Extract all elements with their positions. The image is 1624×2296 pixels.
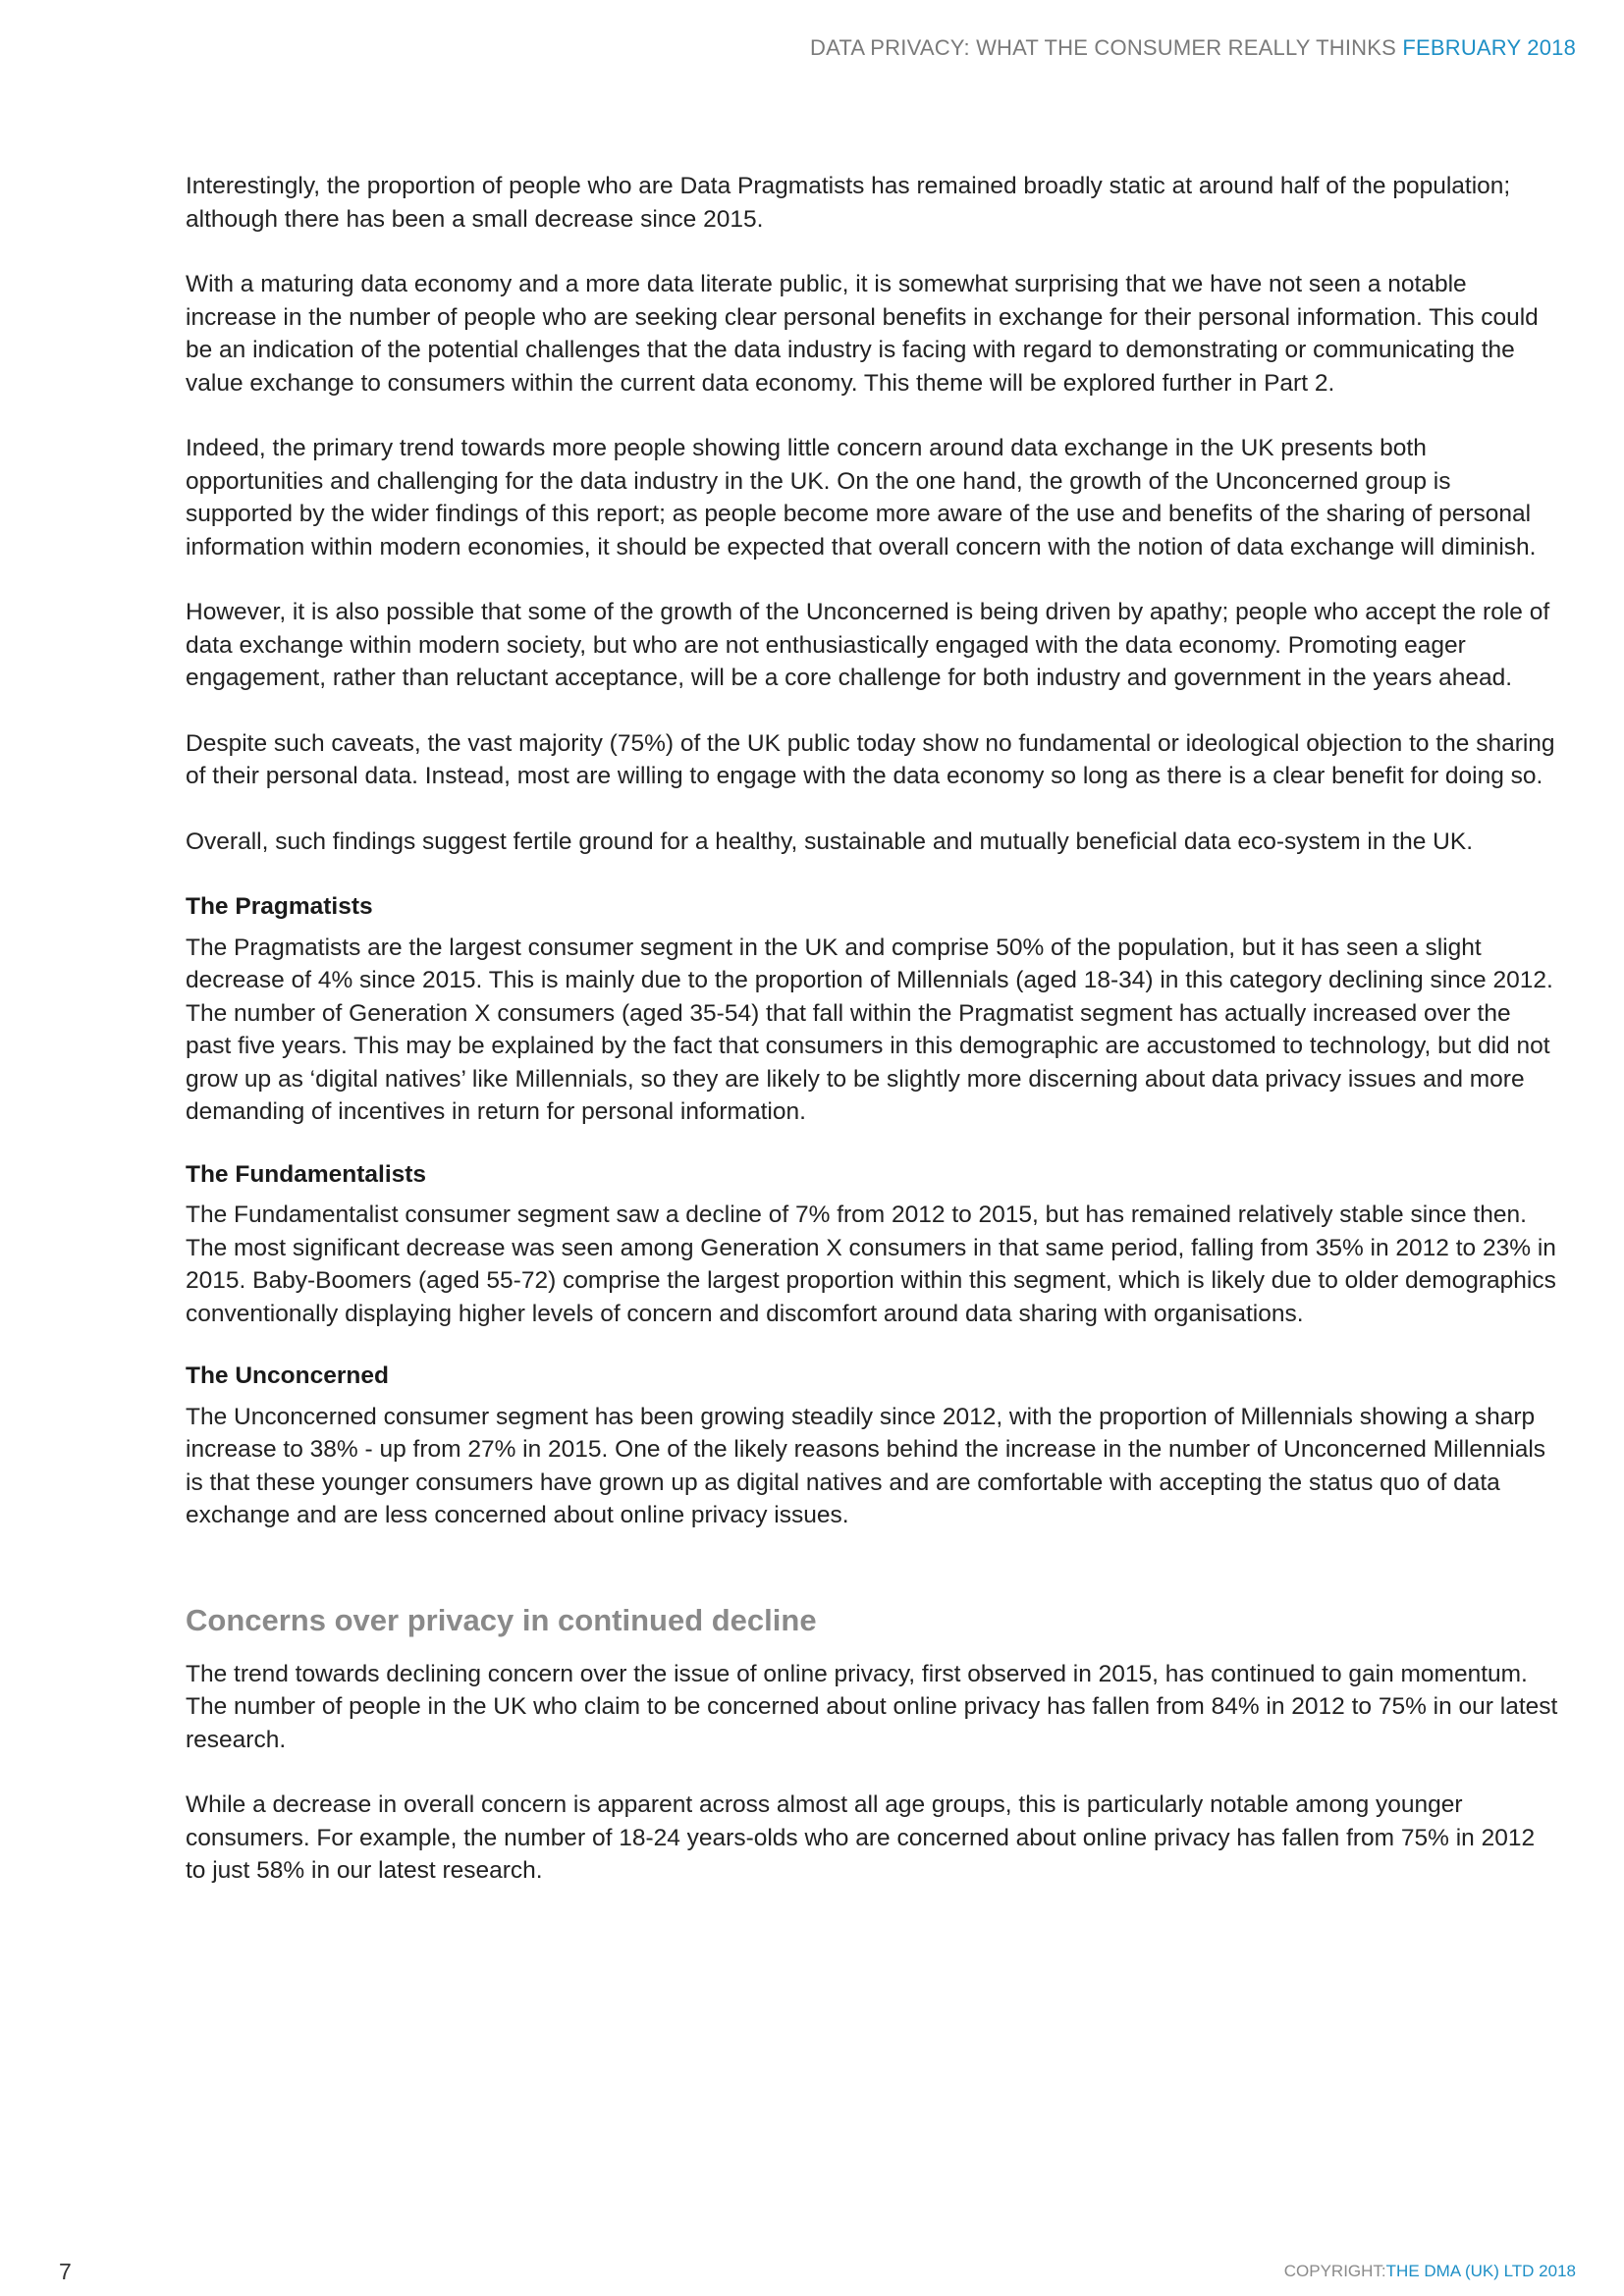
paragraph: Overall, such findings suggest fertile ground for a healthy, sustainable and mutually beneficial data eco-system in the UK. <box>186 828 1474 855</box>
segment-heading-unconcerned: The Unconcerned <box>186 1362 389 1389</box>
section-paragraph: While a decrease in overall concern is apparent across almost all age groups, this is particularly notable among younger consumers. For example, the number of 18-24 years-olds who are concerned about online privacy has fallen from 75% in 2012 to just 58% in our latest research. <box>186 1791 1536 1884</box>
page-number: 7 <box>59 2259 72 2284</box>
paragraph: Indeed, the primary trend towards more people showing little concern around data exchange in the UK presents both opportunities and challenging for the data industry in the UK. On the one hand, the growth of the Unconcerned group is supported by the wider findings of this report; as people become more aware of the use and benefits of the sharing of personal information within modern economies, it should be expected that overall concern with the notion of data exchange will diminish. <box>186 435 1537 561</box>
header-date: FEBRUARY 2018 <box>1402 35 1576 60</box>
running-header <box>810 35 1576 61</box>
paragraph: Interestingly, the proportion of people who are Data Pragmatists has remained broadly static at around half of the population; although there has been a small decrease since 2015. <box>186 173 1511 233</box>
copyright-footer <box>1284 2262 1576 2281</box>
segment-body-unconcerned: The Unconcerned consumer segment has been growing steadily since 2012, with the proportion of Millennials showing a sharp increase to 38% - up from 27% in 2015. One of the likely reasons behind the increase in the number of Unconcerned Millennials is that these younger consumers have grown up as digital natives and are comfortable with accepting the status quo of data exchange and are less concerned about online privacy issues. <box>186 1403 1546 1528</box>
segment-heading-fundamentalists: The Fundamentalists <box>186 1160 427 1188</box>
section-heading: Concerns over privacy in continued decline <box>186 1602 817 1637</box>
copyright-label: COPYRIGHT: <box>1283 2262 1386 2280</box>
main-content <box>186 170 1560 1920</box>
header-title: DATA PRIVACY: WHAT THE CONSUMER REALLY THINKS <box>810 35 1397 60</box>
segment-body-fundamentalists: The Fundamentalist consumer segment saw a decline of 7% from 2012 to 2015, but has remained relatively stable since then. The most significant decrease was seen among Generation X consumers in that same period, falling from 35% in 2012 to 23% in 2015. Baby-Boomers (aged 55-72) comprise the largest proportion within this segment, which is likely due to older demographics conventionally displaying higher levels of concern and discomfort around data sharing with organisations. <box>186 1201 1556 1327</box>
paragraph: Despite such caveats, the vast majority (75%) of the UK public today show no fundamental or ideological objection to the sharing of their personal data. Instead, most are willing to engage with the data economy so long as there is a clear benefit for doing so. <box>186 729 1555 789</box>
paragraph: However, it is also possible that some of the growth of the Unconcerned is being driven by apathy; people who accept the role of data exchange within modern society, but who are not enthusiastically engaged with the data economy. Promoting eager engagement, rather than reluctant acceptance, will be a core challenge for both industry and government in the years ahead. <box>186 599 1550 691</box>
segment-body-pragmatists: The Pragmatists are the largest consumer segment in the UK and comprise 50% of the population, but it has seen a slight decrease of 4% since 2015. This is mainly due to the proportion of Millennials (aged 18-34) in this category declining since 2012. The number of Generation X consumers (aged 35-54) that fall within the Pragmatist segment has actually increased over the past five years. This may be explained by the fact that consumers in this demographic are accustomed to technology, but did not grow up as ‘digital natives’ like Millennials, so they are likely to be slightly more discerning about data privacy issues and more demanding of incentives in return for personal information. <box>186 934 1553 1125</box>
paragraph: With a maturing data economy and a more data literate public, it is somewhat surprising that we have not seen a notable increase in the number of people who are seeking clear personal benefits in exchange for their personal information. This could be an indication of the potential challenges that the data industry is facing with regard to demonstrating or communicating the value exchange to consumers within the current data economy. This theme will be explored further in Part 2. <box>186 271 1539 397</box>
segment-heading-pragmatists: The Pragmatists <box>186 893 373 920</box>
copyright-holder: THE DMA (UK) LTD 2018 <box>1385 2262 1576 2280</box>
section-paragraph: The trend towards declining concern over the issue of online privacy, first observed in 2015, has continued to gain momentum. The number of people in the UK who claim to be concerned about online privacy has fallen from 84% in 2012 to 75% in our latest research. <box>186 1660 1558 1753</box>
